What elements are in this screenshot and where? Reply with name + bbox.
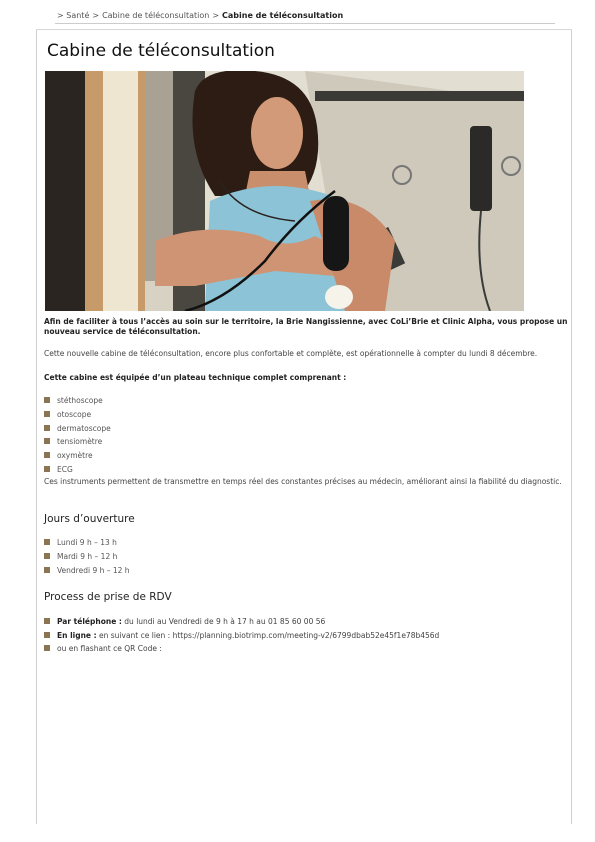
list-item: ECG bbox=[44, 463, 111, 477]
square-bullet-icon bbox=[44, 632, 50, 638]
online-booking-link[interactable]: en suivant ce lien : https://planning.biotrimp.com/meeting-v2/6799dbab52e45f1e78b456d bbox=[96, 630, 440, 640]
list-item bbox=[44, 629, 439, 643]
page-title: Cabine de téléconsultation bbox=[47, 41, 275, 61]
opening-days-title: Jours d’ouverture bbox=[44, 513, 135, 525]
hero-photo bbox=[45, 71, 524, 311]
list-item bbox=[44, 642, 439, 656]
instruments-note: Ces instruments permettent de transmettre en temps réel des constantes précises au médecin, améliorant ainsi la fiabilité du diagnostic. bbox=[44, 477, 562, 486]
list-item: oxymètre bbox=[44, 449, 111, 463]
square-bullet-icon bbox=[44, 553, 50, 559]
phone-label: Par téléphone : bbox=[57, 617, 122, 626]
list-item: stéthoscope bbox=[44, 394, 111, 408]
opening-paragraph: Cette nouvelle cabine de téléconsultation, encore plus confortable et complète, est opérationnelle à compter du lundi 8 décembre. bbox=[44, 349, 538, 358]
breadcrumb-item-cabine[interactable]: Cabine de téléconsultation bbox=[102, 11, 210, 20]
square-bullet-icon bbox=[44, 397, 50, 403]
breadcrumb-separator: > bbox=[92, 11, 100, 20]
equipment-list bbox=[44, 394, 111, 477]
list-item: otoscope bbox=[44, 408, 111, 422]
square-bullet-icon bbox=[44, 425, 50, 431]
square-bullet-icon bbox=[44, 452, 50, 458]
list-item: dermatoscope bbox=[44, 422, 111, 436]
breadcrumb-current: Cabine de téléconsultation bbox=[222, 11, 344, 20]
equipment-heading: Cette cabine est équipée d’un plateau technique complet comprenant : bbox=[44, 373, 347, 382]
square-bullet-icon bbox=[44, 645, 50, 651]
list-item: Lundi 9 h – 13 h bbox=[44, 536, 130, 550]
breadcrumb-separator: > bbox=[57, 11, 64, 20]
appointment-process-title: Process de prise de RDV bbox=[44, 591, 172, 603]
breadcrumb bbox=[57, 11, 343, 20]
top-divider bbox=[55, 23, 555, 24]
appointment-process-list bbox=[44, 615, 439, 656]
cabin-photo-illustration bbox=[45, 71, 524, 311]
online-label: En ligne : bbox=[57, 630, 97, 640]
phone-details: du lundi au Vendredi de 9 h à 17 h au 01 85 60 00 56 bbox=[121, 617, 326, 626]
square-bullet-icon bbox=[44, 438, 50, 444]
square-bullet-icon bbox=[44, 466, 50, 472]
qr-code-text: ou en flashant ce QR Code : bbox=[57, 644, 162, 653]
breadcrumb-item-sante[interactable]: Santé bbox=[66, 11, 90, 20]
breadcrumb-separator: > bbox=[212, 11, 220, 20]
intro-paragraph: Afin de faciliter à tous l’accès au soin sur le territoire, la Brie Nangissienne, avec CoLi’Brie et Clinic Alpha, vous propose un nouveau service de téléconsultation. bbox=[44, 317, 568, 336]
square-bullet-icon bbox=[44, 567, 50, 573]
square-bullet-icon bbox=[44, 539, 50, 545]
list-item: Mardi 9 h – 12 h bbox=[44, 550, 130, 564]
list-item: Vendredi 9 h – 12 h bbox=[44, 564, 130, 578]
list-item: tensiomètre bbox=[44, 435, 111, 449]
list-item bbox=[44, 615, 439, 629]
square-bullet-icon bbox=[44, 618, 50, 624]
square-bullet-icon bbox=[44, 411, 50, 417]
opening-days-list bbox=[44, 536, 130, 577]
